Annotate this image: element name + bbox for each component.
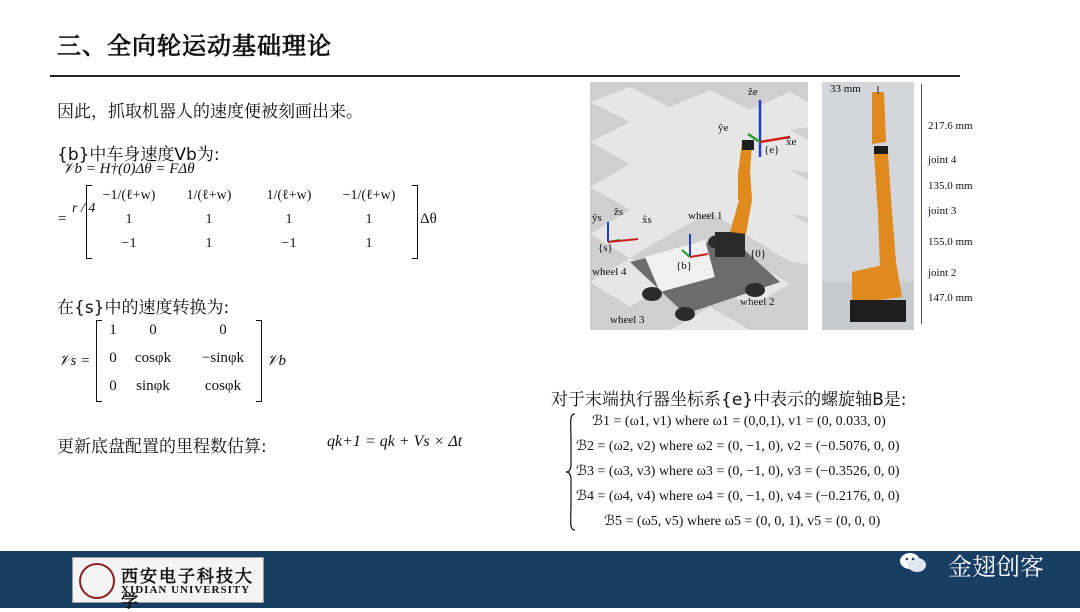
label-zero: {0}	[750, 248, 767, 260]
matrix-cell: cosφk	[204, 378, 242, 394]
matrix-cell: 0	[109, 378, 117, 394]
label-wheel2: wheel 2	[740, 296, 775, 308]
dim-label: 135.0 mm	[928, 180, 973, 192]
label-b: {b}	[676, 260, 693, 272]
dimension-scale	[916, 82, 986, 330]
screw-heading: 对于末端执行器坐标系{e}中表示的螺旋轴B是:	[551, 390, 907, 410]
joint-label: joint 4	[928, 154, 957, 166]
matrix-cell: 1	[365, 236, 373, 251]
vb-factor: r / 4	[72, 201, 96, 216]
dim-label: 147.0 mm	[928, 292, 973, 304]
dim-label: 155.0 mm	[928, 236, 973, 248]
matrix-bracket-right	[412, 185, 418, 259]
matrix-cell: 0	[219, 322, 227, 338]
matrix-cell: −1/(ℓ+w)	[102, 188, 156, 203]
screw-line: ℬ5 = (ω5, v5) where ω5 = (0, 0, 1), v5 = (0, 0, 0)	[604, 514, 881, 529]
matrix-cell: 0	[149, 322, 157, 338]
label-s: {s}	[598, 242, 613, 254]
dimension-line	[921, 84, 922, 324]
arm-svg	[822, 82, 914, 330]
label-wheel4: wheel 4	[592, 266, 627, 278]
university-seal-icon	[79, 563, 115, 599]
matrix-cell: 1	[205, 212, 213, 227]
label-e: {e}	[764, 144, 780, 156]
label-wheel3: wheel 3	[610, 314, 645, 326]
label-zs: ẑs	[614, 206, 624, 218]
label-xe: x̂e	[786, 136, 797, 148]
screw-line: ℬ3 = (ω3, v3) where ω3 = (0, −1, 0), v3 = (−0.3526, 0, 0)	[576, 464, 900, 479]
vb-heading: {b}中车身速度Vb为:	[57, 145, 220, 165]
university-logo	[72, 557, 264, 611]
joint-label: joint 3	[928, 205, 957, 217]
wechat-icon	[898, 550, 928, 576]
matrix-cell: −1/(ℓ+w)	[342, 188, 396, 203]
matrix-cell: −1	[281, 236, 297, 251]
label-ze: ẑe	[748, 86, 758, 98]
matrix-cell: −sinφk	[201, 350, 245, 366]
vs-heading: 在{s}中的速度转换为:	[57, 298, 230, 318]
wechat-svg	[898, 550, 928, 576]
label-ys: ŷs	[592, 212, 602, 224]
matrix-cell: 1/(ℓ+w)	[186, 188, 232, 203]
matrix-cell: 0	[109, 350, 117, 366]
vb-equation: 𝒱b = H†(0)Δθ = FΔθ	[62, 161, 195, 177]
matrix-bracket-right	[256, 320, 262, 402]
label-wheel1: wheel 1	[688, 210, 723, 222]
matrix-cell: cosφk	[134, 350, 172, 366]
vs-matrix	[96, 320, 264, 404]
intro-text: 因此，抓取机器人的速度便被刻画出来。	[57, 102, 363, 122]
joint-label: joint 2	[928, 267, 957, 279]
logo-en-text: XIDIAN UNIVERSITY	[121, 584, 251, 596]
screw-line: ℬ2 = (ω2, v2) where ω2 = (0, −1, 0), v2 = (−0.5076, 0, 0)	[576, 439, 900, 454]
brand-text: 金翅创客	[948, 553, 1044, 581]
matrix-cell: 1	[205, 236, 213, 251]
vb-matrix	[86, 185, 416, 260]
matrix-cell: 1	[109, 322, 117, 338]
vb-tail: Δθ	[420, 211, 437, 227]
title-divider	[50, 75, 960, 77]
odometry-formula: qk+1 = qk + Vs × Δt	[327, 433, 463, 450]
page-title: 三、全向轮运动基础理论	[57, 32, 332, 60]
arm-dimension-figure	[822, 82, 914, 330]
label-ye: ŷe	[718, 122, 729, 134]
matrix-cell: 1	[365, 212, 373, 227]
matrix-cell: 1	[125, 212, 133, 227]
vs-rhs: 𝒱b	[266, 353, 286, 369]
robot-scene-figure	[590, 82, 808, 330]
vb-equals: =	[58, 211, 67, 227]
odometry-text: 更新底盘配置的里程数估算:	[57, 437, 267, 457]
logo-cn-text: 西安电子科技大学	[121, 567, 254, 611]
vs-lhs: 𝒱s =	[58, 353, 91, 369]
label-xs: x̂s	[642, 214, 652, 226]
screw-line: ℬ1 = (ω1, v1) where ω1 = (0,0,1), v1 = (0, 0.033, 0)	[592, 414, 886, 429]
matrix-cell: 1/(ℓ+w)	[266, 188, 312, 203]
dim-label: 217.6 mm	[928, 120, 973, 132]
screw-line: ℬ4 = (ω4, v4) where ω4 = (0, −1, 0), v4 = (−0.2176, 0, 0)	[576, 489, 900, 504]
matrix-cell: 1	[285, 212, 293, 227]
matrix-cell: sinφk	[136, 378, 170, 394]
matrix-cell: −1	[121, 236, 137, 251]
arm-top-dim: 33 mm	[830, 83, 861, 95]
